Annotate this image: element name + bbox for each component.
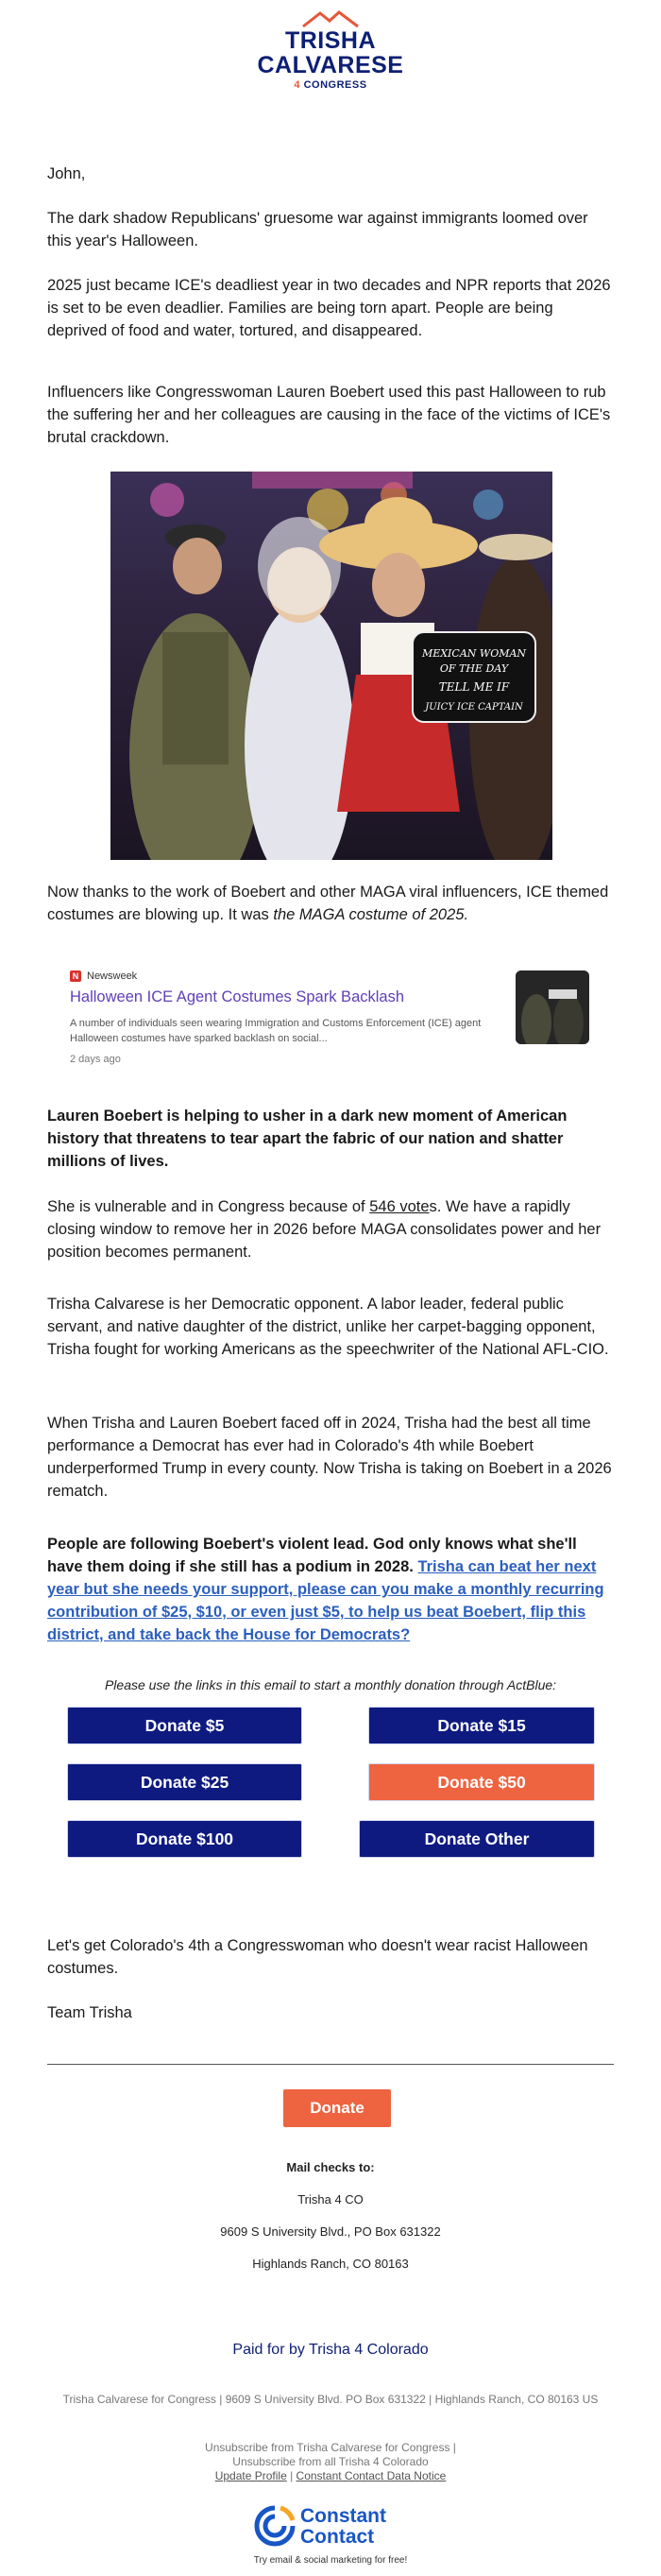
closing-paragraph: Let's get Colorado's 4th a Congresswoman who doesn't wear racist Halloween costumes. [47, 1937, 588, 1977]
constant-contact-logo[interactable] [253, 2504, 414, 2548]
sign-line-1: MEXICAN WOMAN [421, 647, 527, 660]
mail-heading: Mail checks to: [286, 2160, 375, 2174]
unsubscribe-link[interactable]: Unsubscribe from Trisha Calvarese for Congress | [205, 2441, 456, 2454]
paragraph-7: Trisha Calvarese is her Democratic opponent. A labor leader, federal public servant, and native daughter of the district, unlike her carpet-bagging opponent, Trisha fought for working Americans as the speechwriter of the National AFL-CIO. [47, 1296, 609, 1358]
news-title[interactable]: Halloween ICE Agent Costumes Spark Backlash [70, 988, 405, 1005]
donate-25-button[interactable]: Donate $25 [67, 1763, 302, 1801]
logo-first-name: TRISHA [284, 27, 377, 54]
photo-illustration [110, 472, 552, 860]
signoff: Team Trisha [47, 2004, 132, 2021]
cc-line-2: Contact [300, 2526, 375, 2548]
sign-line-3: TELL ME IF [438, 680, 510, 694]
logo-four: 4 [294, 79, 301, 91]
paragraph-6 [47, 1195, 614, 1263]
news-card[interactable] [47, 957, 614, 1090]
donate-5-button[interactable]: Donate $5 [67, 1707, 302, 1744]
footer-address: Trisha Calvarese for Congress | 9609 S University Blvd. PO Box 631322 | Highlands Ranch, CO 80163 US [62, 2393, 599, 2406]
constant-contact-icon [253, 2504, 297, 2548]
news-description: A number of individuals seen wearing Immigration and Customs Enforcement (ICE) agent Halloween costumes have sparked backlash on social... [70, 1018, 482, 1044]
sign-line-2: OF THE DAY [439, 662, 509, 675]
footer-links [0, 2469, 661, 2483]
donate-button[interactable]: Donate [283, 2089, 391, 2127]
news-timestamp: 2 days ago [70, 1054, 121, 1065]
546-votes-link[interactable]: 546 vote [369, 1198, 430, 1215]
cc-tagline[interactable]: Try email & social marketing for free! [253, 2555, 408, 2566]
logo-congress: CONGRESS [303, 79, 367, 91]
paragraph-6-start: She is vulnerable and in Congress because of [47, 1198, 370, 1215]
paragraph-9 [47, 1533, 614, 1646]
donation-note: Please use the links in this email to start a monthly donation through ActBlue: [104, 1677, 557, 1692]
unsubscribe-all-link[interactable]: Unsubscribe from all Trisha 4 Colorado [232, 2455, 429, 2468]
news-source-name: Newsweek [87, 970, 138, 982]
sign-line-4: JUICY ICE CAPTAIN [425, 702, 523, 713]
donate-100-button[interactable]: Donate $100 [67, 1820, 302, 1858]
paragraph-4-emphasis: the MAGA costume of 2025. [273, 906, 469, 923]
cc-line-1: Constant [300, 2505, 386, 2527]
footer-link-separator: | [286, 2469, 297, 2482]
mail-address-1: 9609 S University Blvd., PO Box 631322 [220, 2224, 441, 2239]
paragraph-2: 2025 just became ICE's deadliest year in two decades and NPR reports that 2026 is set to be even deadlier. Families are being torn apart. People are being deprived of food and water, tortured, and disappeared. [47, 277, 611, 339]
mail-name: Trisha 4 CO [297, 2192, 364, 2207]
mountain-roof-icon [297, 9, 364, 28]
donate-other-button[interactable]: Donate Other [359, 1820, 595, 1858]
paragraph-1: The dark shadow Republicans' gruesome war against immigrants loomed over this year's Halloween. [47, 210, 588, 249]
donate-15-button[interactable]: Donate $15 [368, 1707, 595, 1744]
newsweek-logo-icon: N [70, 970, 81, 982]
news-source [70, 970, 137, 982]
campaign-logo[interactable] [0, 9, 661, 91]
logo-tagline [0, 79, 661, 91]
donate-50-button[interactable]: Donate $50 [368, 1763, 595, 1801]
paid-for-notice: Paid for by Trisha 4 Colorado [232, 2342, 429, 2358]
news-thumbnail [516, 970, 589, 1044]
halloween-photo[interactable] [110, 472, 552, 860]
divider [47, 2064, 614, 2065]
paragraph-9-bold: People are following Boebert's violent lead. God only knows what she'll have them doing if she still has a podium in 2028. [47, 1536, 577, 1575]
constant-contact-wordmark [300, 2506, 386, 2548]
paragraph-6-end: s. We have a rapidly closing window to remove her in 2026 before MAGA consolidates power and her position becomes permanent. [47, 1198, 602, 1261]
paragraph-4-text: Now thanks to the work of Boebert and other MAGA viral influencers, ICE themed costumes are blowing up. It was [47, 884, 609, 923]
logo-last-name: CALVARESE [257, 52, 404, 78]
data-notice-link[interactable]: Constant Contact Data Notice [296, 2469, 447, 2482]
paragraph-3: Influencers like Congresswoman Lauren Boebert used this past Halloween to rub the suffering her and her colleagues are causing in the face of the victims of ICE's brutal crackdown. [47, 384, 611, 446]
mail-address-2: Highlands Ranch, CO 80163 [252, 2257, 409, 2271]
greeting: John, [47, 165, 86, 182]
paragraph-5-bold: Lauren Boebert is helping to usher in a dark new moment of American history that threatens to tear apart the fabric of our nation and shatter millions of lives. [47, 1108, 568, 1170]
update-profile-link[interactable]: Update Profile [214, 2469, 287, 2482]
monthly-donation-link[interactable]: Trisha can beat her next year but she needs your support, please can you make a monthly recurring contribution of $25, $10, or even just $5, to help us beat Boebert, flip this district, and take back the House for Democrats? [47, 1558, 604, 1643]
paragraph-4 [47, 881, 614, 926]
paragraph-8: When Trisha and Lauren Boebert faced off in 2024, Trisha had the best all time performance a Democrat has ever had in Colorado's 4th while Boebert underperformed Trump in every county. Now Trisha is taking on Boebert in a 2026 rematch. [47, 1415, 612, 1500]
